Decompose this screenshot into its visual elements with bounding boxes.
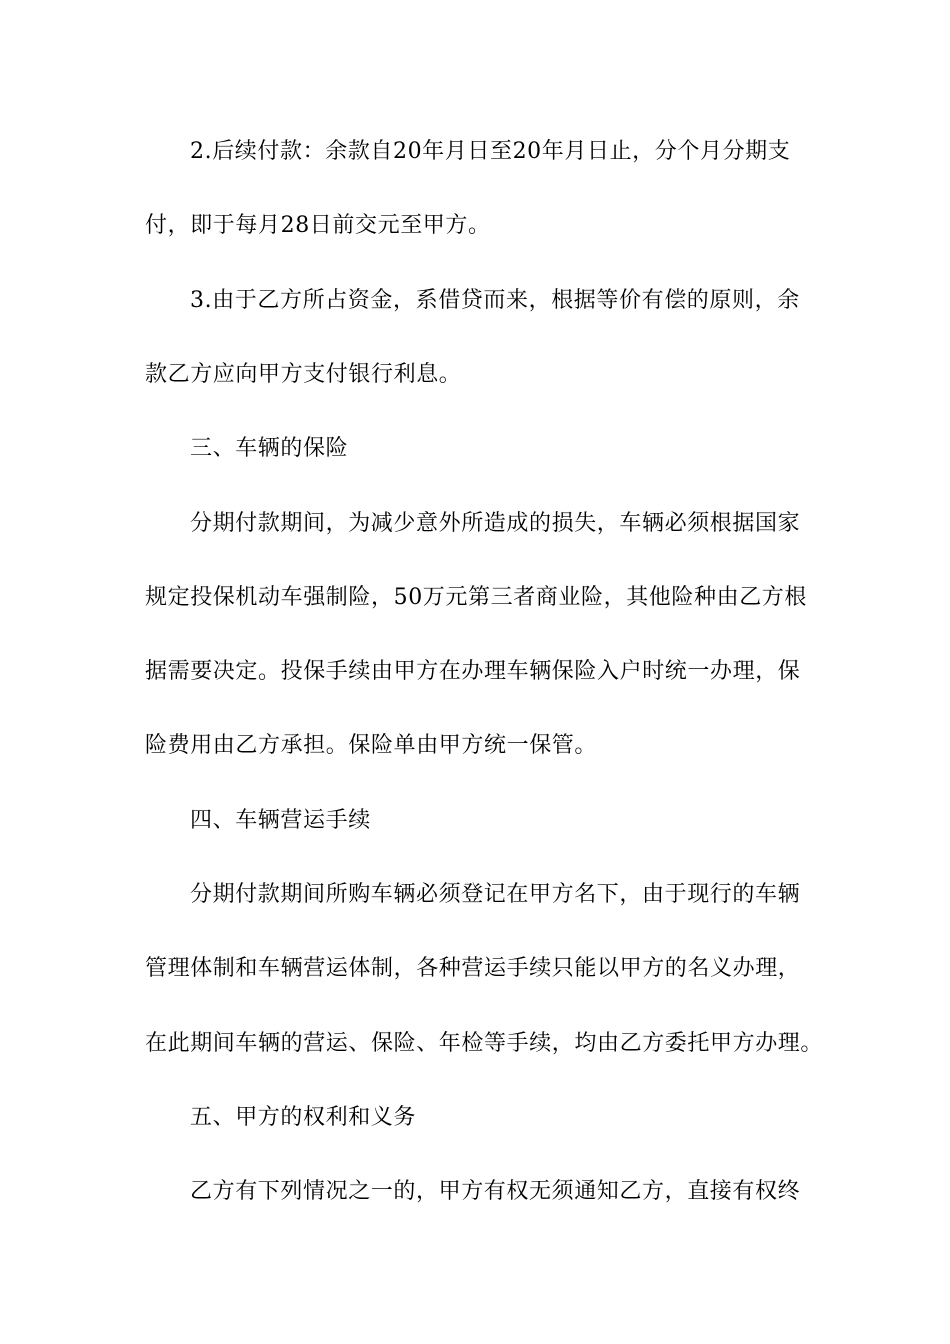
rights-paragraph-line-1: 乙方有下列情况之一的，甲方有权无须通知乙方，直接有权终 [190, 1179, 801, 1204]
section-heading-insurance: 三、车辆的保险 [190, 436, 349, 461]
insurance-paragraph-line-4: 险费用由乙方承担。保险单由甲方统一保管。 [145, 733, 598, 758]
section-heading-party-a-rights: 五、甲方的权利和义务 [190, 1105, 417, 1130]
paragraph-3-line-2: 款乙方应向甲方支付银行利息。 [145, 362, 462, 387]
operation-paragraph-line-2: 管理体制和车辆营运体制，各种营运手续只能以甲方的名义办理， [145, 956, 801, 981]
operation-paragraph-line-1: 分期付款期间所购车辆必须登记在甲方名下，由于现行的车辆 [190, 882, 801, 907]
section-heading-operation: 四、车辆营运手续 [190, 808, 371, 833]
insurance-paragraph-line-3: 据需要决定。投保手续由甲方在办理车辆保险入户时统一办理，保 [145, 659, 801, 684]
insurance-paragraph-line-2: 规定投保机动车强制险，50万元第三者商业险，其他险种由乙方根 [145, 585, 807, 610]
paragraph-2-line-2: 付，即于每月28日前交元至甲方。 [145, 213, 491, 238]
paragraph-3-line-1: 3.由于乙方所占资金，系借贷而来，根据等价有偿的原则，余 [190, 288, 800, 313]
operation-paragraph-line-3: 在此期间车辆的营运、保险、年检等手续，均由乙方委托甲方办理。 [145, 1031, 824, 1056]
insurance-paragraph-line-1: 分期付款期间，为减少意外所造成的损失，车辆必须根据国家 [190, 511, 801, 536]
paragraph-2-line-1: 2.后续付款：余款自20年月日至20年月日止，分个月分期支 [190, 139, 791, 164]
